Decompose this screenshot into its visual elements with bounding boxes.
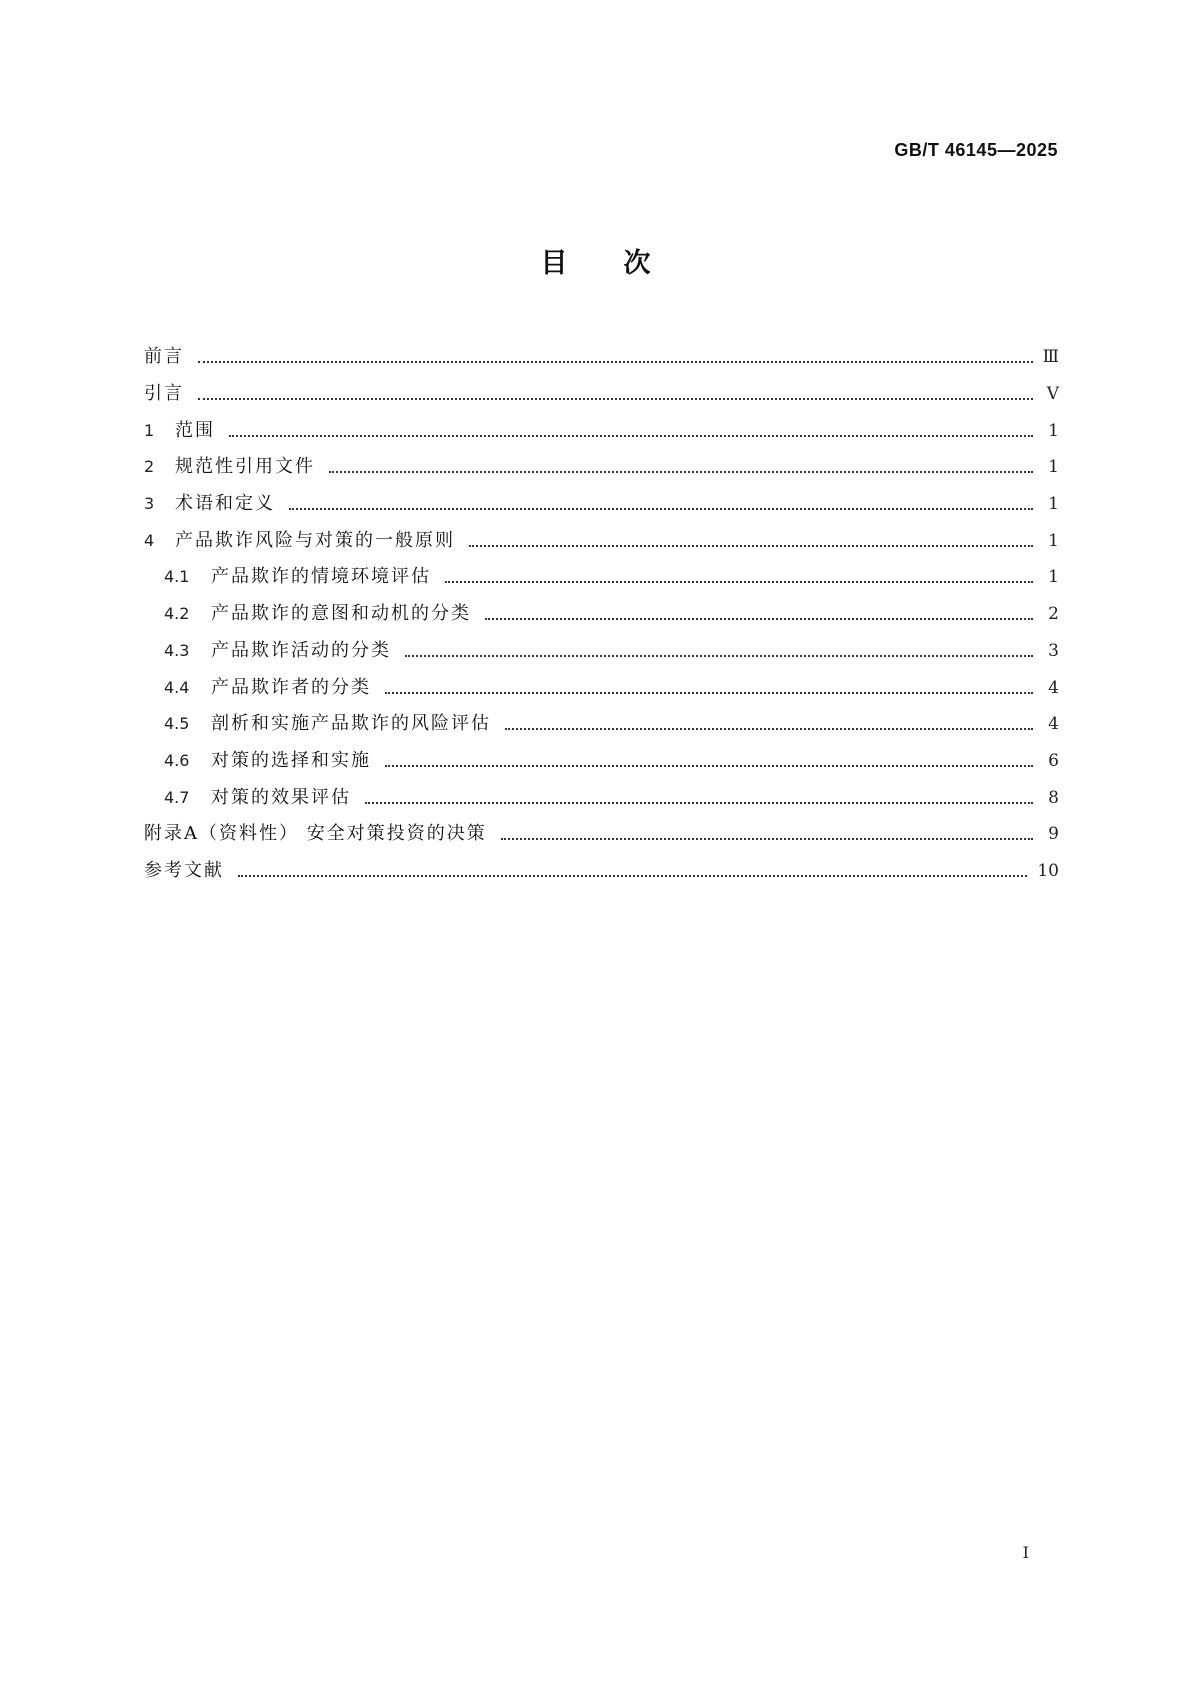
toc-entry-number: 4.4: [164, 677, 190, 697]
toc-leader-dots: [385, 672, 1033, 694]
toc-entry[interactable]: [144, 853, 1059, 890]
toc-entry-page: 2: [1048, 604, 1059, 625]
toc-entry[interactable]: [144, 522, 1059, 559]
toc-leader-dots: [469, 525, 1033, 547]
toc-entry[interactable]: [144, 596, 1059, 633]
toc-entry-label: 产品欺诈的情境环境评估: [211, 566, 431, 588]
toc-leader-dots: [238, 855, 1027, 877]
toc-entry[interactable]: [144, 779, 1059, 816]
toc-entry-number: 1: [144, 420, 155, 440]
page-number: I: [1022, 1543, 1029, 1562]
toc-entry[interactable]: [144, 486, 1059, 523]
toc-entry-number: 4.2: [164, 604, 190, 624]
toc-leader-dots: [445, 561, 1033, 583]
toc-entry[interactable]: [144, 559, 1059, 596]
toc-leader-dots: [405, 635, 1033, 657]
toc-entry-page: 1: [1048, 457, 1059, 478]
standard-number: GB/T 46145—2025: [894, 140, 1058, 160]
toc-entry-label: 术语和定义: [175, 493, 275, 515]
toc-entry-page: 6: [1048, 750, 1059, 771]
toc-entry-number: 4.5: [164, 714, 190, 734]
toc-entry[interactable]: [144, 706, 1059, 743]
toc-leader-dots: [198, 341, 1033, 363]
toc-entry[interactable]: [144, 633, 1059, 670]
toc-entry-label: 产品欺诈风险与对策的一般原则: [175, 529, 455, 551]
toc-entry-page: 9: [1048, 824, 1059, 845]
toc-entry-page: 1: [1048, 567, 1059, 588]
toc-entry[interactable]: [144, 339, 1059, 376]
toc-leader-dots: [501, 818, 1033, 840]
toc-entry-number: 4.1: [164, 567, 190, 587]
toc-entry[interactable]: [144, 669, 1059, 706]
toc-entry-page: 10: [1037, 860, 1059, 881]
toc-entry-page: Ⅴ: [1046, 384, 1059, 405]
toc-entry-number: 4: [144, 530, 155, 550]
toc-leader-dots: [289, 488, 1033, 510]
toc-entry-page: 1: [1048, 530, 1059, 551]
toc-entry-number: 4.7: [164, 787, 190, 807]
toc-leader-dots: [329, 451, 1033, 473]
toc-entry-page: 8: [1048, 787, 1059, 808]
toc-entry-label: 对策的选择和实施: [211, 749, 371, 771]
toc-entry[interactable]: [144, 449, 1059, 486]
toc-entry-label: 产品欺诈者的分类: [211, 676, 371, 698]
toc-entry-page: Ⅲ: [1042, 347, 1059, 368]
toc-entry-label: 对策的效果评估: [211, 786, 351, 808]
toc-title: 目次: [540, 248, 707, 279]
toc-leader-dots: [198, 378, 1033, 400]
toc-entry-page: 1: [1048, 494, 1059, 515]
toc-entry-label: 产品欺诈活动的分类: [211, 639, 391, 661]
toc-leader-dots: [385, 745, 1033, 767]
toc-leader-dots: [485, 598, 1033, 620]
toc-entry[interactable]: [144, 376, 1059, 413]
toc-entry-label: 引言: [144, 383, 184, 405]
toc-entry-label: 参考文献: [144, 859, 224, 881]
toc-entry[interactable]: [144, 816, 1059, 853]
toc-entry-number: 3: [144, 494, 155, 514]
toc-entry-label: 范围: [175, 419, 215, 441]
toc-entry-number: 4.3: [164, 640, 190, 660]
toc-leader-dots: [365, 782, 1033, 804]
toc-entry-label: 前言: [144, 346, 184, 368]
toc-entry[interactable]: [144, 412, 1059, 449]
toc-leader-dots: [505, 708, 1033, 730]
table-of-contents: [144, 339, 1059, 889]
toc-entry-label: 剖析和实施产品欺诈的风险评估: [211, 713, 491, 735]
toc-entry-label: 规范性引用文件: [175, 456, 315, 478]
toc-entry[interactable]: [144, 743, 1059, 780]
toc-entry-label: 产品欺诈的意图和动机的分类: [211, 603, 471, 625]
toc-entry-page: 1: [1048, 420, 1059, 441]
toc-entry-number: 4.6: [164, 750, 190, 770]
toc-entry-page: 4: [1048, 677, 1059, 698]
toc-entry-label: 附录A（资料性） 安全对策投资的决策: [144, 823, 487, 845]
toc-entry-page: 3: [1048, 640, 1059, 661]
toc-leader-dots: [229, 415, 1033, 437]
toc-entry-number: 2: [144, 457, 155, 477]
toc-entry-page: 4: [1048, 714, 1059, 735]
